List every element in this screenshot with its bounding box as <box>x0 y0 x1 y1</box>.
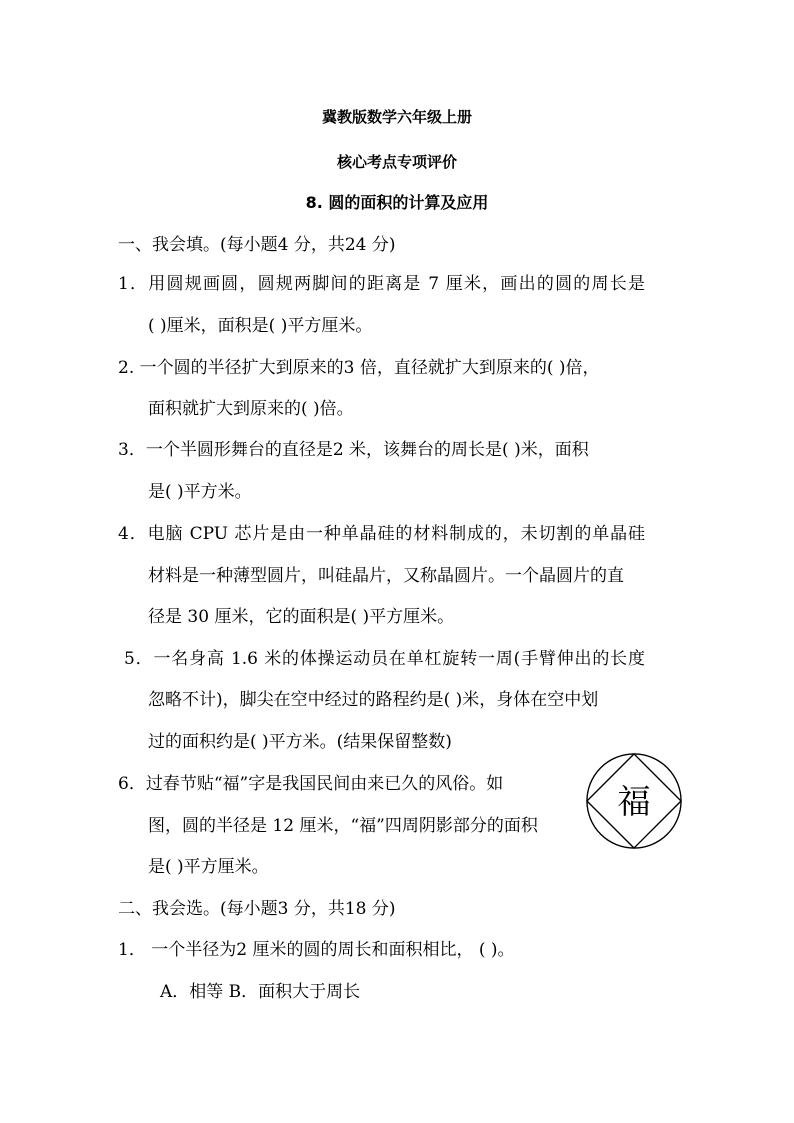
q5-line2: 忽略不计)，脚尖在空中经过的路程约是( )米，身体在空中划 <box>148 690 599 710</box>
q3-line2: 是( )平方米。 <box>148 482 252 502</box>
q1-line2: ( )厘米，面积是( )平方厘米。 <box>148 316 373 336</box>
q1-line1: 1．用圆规画圆，圆规两脚间的距离是 7 厘米，画出的圆的周长是 <box>118 274 645 294</box>
section1-heading: 一、我会填。(每小题4 分，共24 分) <box>118 235 396 255</box>
fu-character: 福 <box>617 781 651 821</box>
subtitle: 核心考点专项评价 <box>336 153 457 171</box>
q6-line3: 是( )平方厘米。 <box>148 857 269 877</box>
q5-line3: 过的面积约是( )平方米。(结果保留整数) <box>148 732 452 752</box>
q2-line2: 面积就扩大到原来的( )倍。 <box>148 399 354 419</box>
book-title: 冀教版数学六年级上册 <box>321 108 472 126</box>
section2-heading: 二、我会选。(每小题3 分，共18 分) <box>118 899 396 919</box>
s2-q1-options: A．相等 B．面积大于周长 <box>160 982 361 1002</box>
unit-title: 8. 圆的面积的计算及应用 <box>305 193 489 212</box>
s2-q1-line1: 1． 一个半径为2 厘米的圆的周长和面积相比， ( )。 <box>118 940 515 960</box>
q5-line1: 5．一名身高 1.6 米的体操运动员在单杠旋转一周(手臂伸出的长度 <box>124 649 645 669</box>
fu-figure <box>585 752 683 850</box>
q4-line1: 4．电脑 CPU 芯片是由一种单晶硅的材料制成的，未切割的单晶硅 <box>118 524 645 544</box>
q4-line2: 材料是一种薄型圆片，叫硅晶片，又称晶圆片。一个晶圆片的直 <box>148 566 624 586</box>
q3-line1: 3．一个半圆形舞台的直径是2 米，该舞台的周长是( )米，面积 <box>118 440 589 460</box>
q6-line1: 6．过春节贴“福”字是我国民间由来已久的风俗。如 <box>118 774 504 794</box>
q6-line2: 图，圆的半径是 12 厘米，“福”四周阴影部分的面积 <box>148 816 538 836</box>
q2-line1: 2. 一个圆的半径扩大到原来的3 倍，直径就扩大到原来的( )倍， <box>118 358 600 378</box>
q4-line3: 径是 30 厘米，它的面积是( )平方厘米。 <box>148 607 455 627</box>
